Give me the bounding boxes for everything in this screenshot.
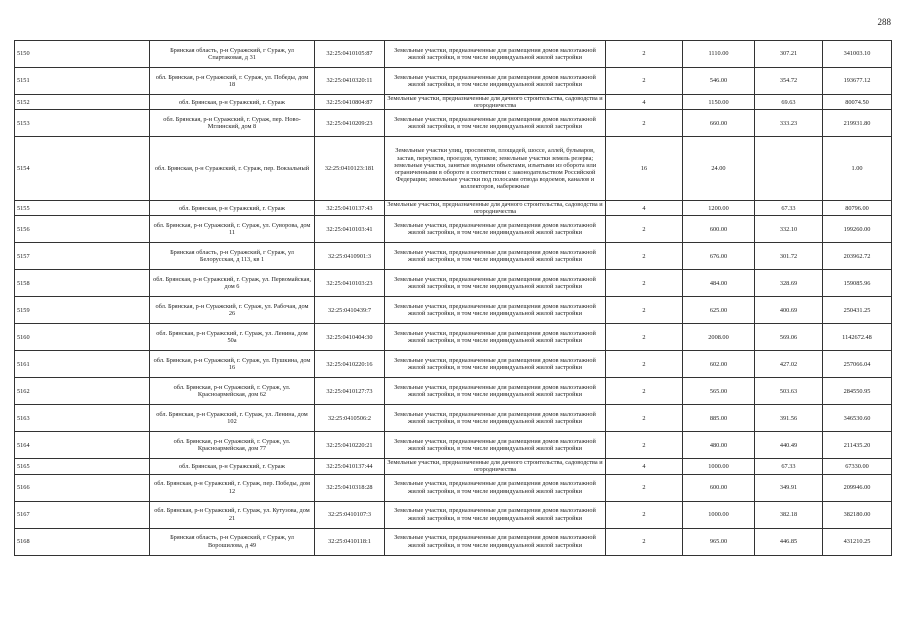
row-number: 5163	[15, 405, 150, 432]
specific-value-cell: 427.02	[755, 351, 823, 378]
row-number: 5165	[15, 459, 150, 474]
table-row	[15, 68, 892, 95]
land-use-cell: Земельные участки, предназначенные для размещения домов малоэтажной жилой застройки, в том числе индивидуальной жилой застройки	[385, 474, 606, 501]
cadastral-number-cell: 32:25:0410118:1	[315, 528, 385, 555]
address-cell: обл. Брянская, р-н Суражский, г. Сураж	[150, 95, 315, 110]
table-row	[15, 459, 892, 474]
specific-value-cell: 349.91	[755, 474, 823, 501]
land-use-cell: Земельные участки, предназначенные для размещения домов малоэтажной жилой застройки, в том числе индивидуальной жилой застройки	[385, 405, 606, 432]
address-cell: обл. Брянская, р-н Суражский, г. Сураж	[150, 459, 315, 474]
cadastral-number-cell: 32:25:0410103:23	[315, 270, 385, 297]
address-cell: обл. Брянская, р-н Суражский, г. Сураж, пер. Вокзальный	[150, 137, 315, 201]
category-cell: 2	[606, 243, 683, 270]
table-row	[15, 324, 892, 351]
area-cell: 565.00	[683, 378, 755, 405]
row-number: 5154	[15, 137, 150, 201]
category-cell: 2	[606, 110, 683, 137]
address-cell: обл. Брянская, р-н Суражский, г. Сураж, ул. Первомайская, дом 6	[150, 270, 315, 297]
address-cell: обл. Брянская, р-н Суражский, г. Сураж, ул. Ленина, дом 102	[150, 405, 315, 432]
cadastral-number-cell: 32:25:0410318:28	[315, 474, 385, 501]
cadastral-number-cell: 32:25:0410220:21	[315, 432, 385, 459]
cadastral-value-cell: 431210.25	[823, 528, 892, 555]
row-number: 5153	[15, 110, 150, 137]
address-cell: Брянская область, р-н Суражский, г Сураж, ул Спартаковая, д 31	[150, 41, 315, 68]
specific-value-cell: 400.69	[755, 297, 823, 324]
row-number: 5166	[15, 474, 150, 501]
area-cell: 2008.00	[683, 324, 755, 351]
land-use-cell: Земельные участки, предназначенные для размещения домов малоэтажной жилой застройки, в том числе индивидуальной жилой застройки	[385, 68, 606, 95]
land-use-cell: Земельные участки, предназначенные для размещения домов малоэтажной жилой застройки, в том числе индивидуальной жилой застройки	[385, 41, 606, 68]
page-number: 288	[877, 17, 891, 27]
cadastral-number-cell: 32:25:0410123:181	[315, 137, 385, 201]
area-cell: 676.00	[683, 243, 755, 270]
row-number: 5158	[15, 270, 150, 297]
cadastral-value-cell: 193677.12	[823, 68, 892, 95]
specific-value-cell: 354.72	[755, 68, 823, 95]
cadastral-value-cell: 1.00	[823, 137, 892, 201]
land-use-cell: Земельные участки, предназначенные для размещения домов малоэтажной жилой застройки, в том числе индивидуальной жилой застройки	[385, 297, 606, 324]
table-row	[15, 95, 892, 110]
cadastral-value-cell: 211435.20	[823, 432, 892, 459]
area-cell: 1000.00	[683, 459, 755, 474]
cadastral-value-cell: 250431.25	[823, 297, 892, 324]
category-cell: 2	[606, 297, 683, 324]
area-cell: 484.00	[683, 270, 755, 297]
table-row	[15, 216, 892, 243]
row-number: 5155	[15, 201, 150, 216]
cadastral-value-cell: 341003.10	[823, 41, 892, 68]
land-use-cell: Земельные участки, предназначенные для дачного строительства, садоводства и огородничества	[385, 201, 606, 216]
table-row	[15, 378, 892, 405]
address-cell: обл. Брянская, р-н Суражский, г. Сураж, ул. Пушкина, дом 16	[150, 351, 315, 378]
specific-value-cell: 67.33	[755, 459, 823, 474]
area-cell: 965.00	[683, 528, 755, 555]
row-number: 5159	[15, 297, 150, 324]
specific-value-cell: 69.63	[755, 95, 823, 110]
cadastral-number-cell: 32:25:0410804:87	[315, 95, 385, 110]
land-use-cell: Земельные участки, предназначенные для размещения домов малоэтажной жилой застройки, в том числе индивидуальной жилой застройки	[385, 216, 606, 243]
table-row	[15, 528, 892, 555]
cadastral-number-cell: 32:25:0410901:3	[315, 243, 385, 270]
address-cell: обл. Брянская, р-н Суражский, г. Сураж	[150, 201, 315, 216]
row-number: 5160	[15, 324, 150, 351]
specific-value-cell: 333.23	[755, 110, 823, 137]
address-cell: обл. Брянская, р-н Суражский, г. Сураж, ул. Рабочая, дом 26	[150, 297, 315, 324]
area-cell: 600.00	[683, 474, 755, 501]
specific-value-cell	[755, 137, 823, 201]
land-use-cell: Земельные участки, предназначенные для размещения домов малоэтажной жилой застройки, в том числе индивидуальной жилой застройки	[385, 324, 606, 351]
category-cell: 2	[606, 432, 683, 459]
area-cell: 885.00	[683, 405, 755, 432]
land-use-cell: Земельные участки улиц, проспектов, площадей, шоссе, аллей, бульваров, застав, переулков, проездов, тупиков; земельные участки земель резерва; земельные участки, занятые водными объектами, изъятыми из оборота или ограниченными в обороте в соответствии с законодательством Российской Федерации; земельные участки под полосами отвода водоемов, каналов и коллекторов, набережные	[385, 137, 606, 201]
address-cell: обл. Брянская, р-н Суражский, г. Сураж, ул. Кутузова, дом 21	[150, 501, 315, 528]
address-cell: обл. Брянская, р-н Суражский, г. Сураж, пер. Победы, дом 12	[150, 474, 315, 501]
cadastral-value-cell: 159085.96	[823, 270, 892, 297]
table-row	[15, 137, 892, 201]
cadastral-number-cell: 32:25:0410220:16	[315, 351, 385, 378]
land-use-cell: Земельные участки, предназначенные для размещения домов малоэтажной жилой застройки, в том числе индивидуальной жилой застройки	[385, 110, 606, 137]
category-cell: 2	[606, 405, 683, 432]
cadastral-value-table	[14, 40, 892, 556]
land-use-cell: Земельные участки, предназначенные для размещения домов малоэтажной жилой застройки, в том числе индивидуальной жилой застройки	[385, 378, 606, 405]
category-cell: 2	[606, 324, 683, 351]
address-cell: обл. Брянская, р-н Суражский, г. Сураж, пер. Ново-Мглинский, дом 8	[150, 110, 315, 137]
cadastral-value-cell: 67330.00	[823, 459, 892, 474]
address-cell: обл. Брянская, р-н Суражский, г. Сураж, ул. Ленина, дом 50а	[150, 324, 315, 351]
specific-value-cell: 301.72	[755, 243, 823, 270]
cadastral-number-cell: 32:25:0410137:44	[315, 459, 385, 474]
cadastral-number-cell: 32:25:0410105:87	[315, 41, 385, 68]
category-cell: 4	[606, 201, 683, 216]
table-row	[15, 432, 892, 459]
category-cell: 4	[606, 95, 683, 110]
category-cell: 2	[606, 474, 683, 501]
row-number: 5152	[15, 95, 150, 110]
specific-value-cell: 503.63	[755, 378, 823, 405]
address-cell: обл. Брянская, р-н Суражский, г. Сураж, ул. Красноармейская, дом 77	[150, 432, 315, 459]
specific-value-cell: 382.18	[755, 501, 823, 528]
cadastral-value-cell: 219931.80	[823, 110, 892, 137]
area-cell: 602.00	[683, 351, 755, 378]
category-cell: 16	[606, 137, 683, 201]
cadastral-value-cell: 257066.04	[823, 351, 892, 378]
address-cell: обл. Брянская, р-н Суражский, г. Сураж, ул. Красноармейская, дом 62	[150, 378, 315, 405]
table-row	[15, 405, 892, 432]
land-use-cell: Земельные участки, предназначенные для размещения домов малоэтажной жилой застройки, в том числе индивидуальной жилой застройки	[385, 351, 606, 378]
cadastral-number-cell: 32:25:0410439:7	[315, 297, 385, 324]
cadastral-number-cell: 32:25:0410137:43	[315, 201, 385, 216]
cadastral-value-cell: 382180.00	[823, 501, 892, 528]
row-number: 5164	[15, 432, 150, 459]
table-row	[15, 201, 892, 216]
specific-value-cell: 446.85	[755, 528, 823, 555]
land-use-cell: Земельные участки, предназначенные для размещения домов малоэтажной жилой застройки, в том числе индивидуальной жилой застройки	[385, 243, 606, 270]
area-cell: 1000.00	[683, 501, 755, 528]
row-number: 5167	[15, 501, 150, 528]
row-number: 5156	[15, 216, 150, 243]
land-use-cell: Земельные участки, предназначенные для размещения домов малоэтажной жилой застройки, в том числе индивидуальной жилой застройки	[385, 270, 606, 297]
cadastral-number-cell: 32:25:0410320:11	[315, 68, 385, 95]
address-cell: Брянская область, р-н Суражский, г Сураж, ул Белорусская, д 113, кв 1	[150, 243, 315, 270]
address-cell: обл. Брянская, р-н Суражский, г. Сураж, ул. Суворова, дом 11	[150, 216, 315, 243]
land-use-cell: Земельные участки, предназначенные для дачного строительства, садоводства и огородничества	[385, 459, 606, 474]
row-number: 5161	[15, 351, 150, 378]
category-cell: 2	[606, 351, 683, 378]
area-cell: 1150.00	[683, 95, 755, 110]
cadastral-number-cell: 32:25:0410103:41	[315, 216, 385, 243]
cadastral-number-cell: 32:25:0410506:2	[315, 405, 385, 432]
specific-value-cell: 569.06	[755, 324, 823, 351]
row-number: 5151	[15, 68, 150, 95]
category-cell: 2	[606, 378, 683, 405]
cadastral-number-cell: 32:25:0410404:30	[315, 324, 385, 351]
land-use-cell: Земельные участки, предназначенные для размещения домов малоэтажной жилой застройки, в том числе индивидуальной жилой застройки	[385, 501, 606, 528]
category-cell: 2	[606, 528, 683, 555]
area-cell: 600.00	[683, 216, 755, 243]
specific-value-cell: 307.21	[755, 41, 823, 68]
specific-value-cell: 328.69	[755, 270, 823, 297]
area-cell: 660.00	[683, 110, 755, 137]
cadastral-value-cell: 203962.72	[823, 243, 892, 270]
category-cell: 4	[606, 459, 683, 474]
row-number: 5168	[15, 528, 150, 555]
area-cell: 1200.00	[683, 201, 755, 216]
address-cell: обл. Брянская, р-н Суражский, г. Сураж, ул. Победы, дом 18	[150, 68, 315, 95]
cadastral-value-cell: 284550.95	[823, 378, 892, 405]
specific-value-cell: 332.10	[755, 216, 823, 243]
table-row	[15, 41, 892, 68]
area-cell: 480.00	[683, 432, 755, 459]
land-use-cell: Земельные участки, предназначенные для размещения домов малоэтажной жилой застройки, в том числе индивидуальной жилой застройки	[385, 432, 606, 459]
specific-value-cell: 440.49	[755, 432, 823, 459]
area-cell: 546.00	[683, 68, 755, 95]
area-cell: 625.00	[683, 297, 755, 324]
table-row	[15, 351, 892, 378]
address-cell: Брянская область, р-н Суражский, г Сураж, ул Ворошилова, д 49	[150, 528, 315, 555]
table-row	[15, 501, 892, 528]
land-use-cell: Земельные участки, предназначенные для дачного строительства, садоводства и огородничества	[385, 95, 606, 110]
row-number: 5162	[15, 378, 150, 405]
cadastral-value-cell: 199260.00	[823, 216, 892, 243]
cadastral-value-cell: 346530.60	[823, 405, 892, 432]
land-use-cell: Земельные участки, предназначенные для размещения домов малоэтажной жилой застройки, в том числе индивидуальной жилой застройки	[385, 528, 606, 555]
cadastral-number-cell: 32:25:0410209:23	[315, 110, 385, 137]
specific-value-cell: 67.33	[755, 201, 823, 216]
row-number: 5150	[15, 41, 150, 68]
cadastral-value-cell: 80796.00	[823, 201, 892, 216]
category-cell: 2	[606, 41, 683, 68]
category-cell: 2	[606, 501, 683, 528]
cadastral-number-cell: 32:25:0410107:3	[315, 501, 385, 528]
row-number: 5157	[15, 243, 150, 270]
table-row	[15, 474, 892, 501]
cadastral-value-cell: 1142672.48	[823, 324, 892, 351]
table-row	[15, 110, 892, 137]
category-cell: 2	[606, 68, 683, 95]
category-cell: 2	[606, 216, 683, 243]
cadastral-value-cell: 80074.50	[823, 95, 892, 110]
table-row	[15, 297, 892, 324]
area-cell: 1110.00	[683, 41, 755, 68]
cadastral-number-cell: 32:25:0410127:73	[315, 378, 385, 405]
cadastral-value-cell: 209946.00	[823, 474, 892, 501]
category-cell: 2	[606, 270, 683, 297]
table-row	[15, 270, 892, 297]
area-cell: 24.00	[683, 137, 755, 201]
table-row	[15, 243, 892, 270]
specific-value-cell: 391.56	[755, 405, 823, 432]
